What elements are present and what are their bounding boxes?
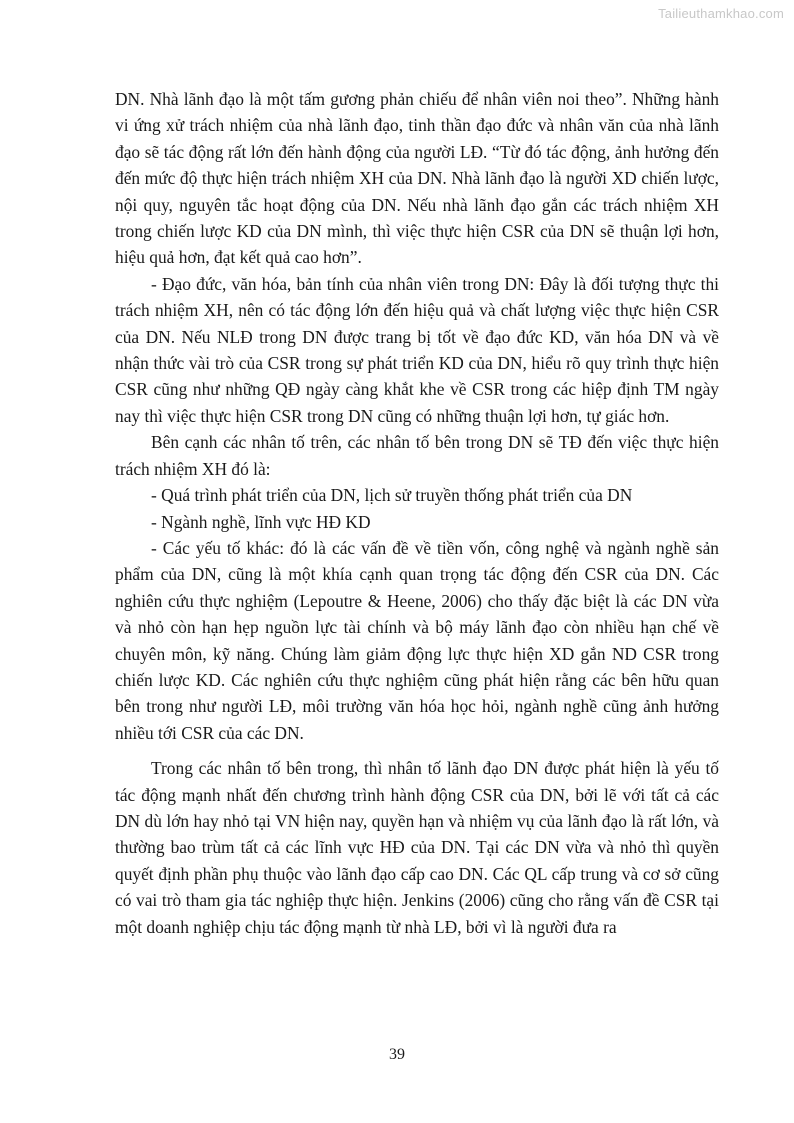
paragraph-employee-ethics: - Đạo đức, văn hóa, bản tính của nhân viên trong DN: Đây là đối tượng thực thi trách nhiệm XH, nên có tác động lớn đến hiệu quả và chất lượng việc thực hiện CSR của DN. Nếu NLĐ trong DN được trang bị tốt về đạo đức KD, văn hóa DN và về nhận thức vài trò của CSR trong sự phát triển KD của DN, hiểu rõ quy trình thực hiện CSR cũng như những QĐ ngày càng khắt khe về CSR trong các hiệp định TM ngày nay thì việc thực hiện CSR trong DN cũng có những thuận lợi hơn, tự giác hơn. — [115, 273, 719, 426]
watermark-text: Tailieuthamkhao.com — [658, 6, 784, 21]
list-item-development-history: - Quá trình phát triển của DN, lịch sử truyền thống phát triển của DN — [151, 485, 633, 506]
paragraph-leader-role: DN. Nhà lãnh đạo là một tấm gương phản chiếu để nhân viên noi theo”. Những hành vi ứng xử trách nhiệm của nhà lãnh đạo, tinh thần đạo đức và nhân văn của nhà lãnh đạo sẽ tác động rất lớn đến hành động của người LĐ. “Từ đó tác động, ảnh hưởng đến đến mức độ thực hiện trách nhiệm XH của DN. Nhà lãnh đạo là người XD chiến lược, nội quy, nguyên tắc hoạt động của DN. Nếu nhà lãnh đạo gắn các trách nhiệm XH trong chiến lược KD của DN mình, thì việc thực hiện CSR của DN sẽ thuận lợi hơn, hiệu quả hơn, đạt kết quả cao hơn”. — [115, 89, 719, 268]
list-item-other-factors: - Các yếu tố khác: đó là các vấn đề về tiền vốn, công nghệ và ngành nghề sản phẩm của DN, cũng là một khía cạnh quan trọng tác động đến CSR của DN. Các nghiên cứu thực nghiệm (Lepoutre & Heene, 2006) cho thấy đặc biệt là các DN vừa và nhỏ còn hạn hẹp nguồn lực tài chính và bộ máy lãnh đạo còn nhiều hạn chế về chuyên môn, kỹ năng. Chúng làm giảm động lực thực hiện XD gắn ND CSR trong chiến lược KD. Các nghiên cứu thực nghiệm cũng phát hiện rằng các bên hữu quan bên trong như người LĐ, môi trường văn hóa học hỏi, ngành nghề cũng ảnh hưởng nhiều tới CSR của các DN. — [115, 537, 719, 743]
document-body — [115, 86, 719, 940]
paragraph-leadership-factor: Trong các nhân tố bên trong, thì nhân tố lãnh đạo DN được phát hiện là yếu tố tác động mạnh nhất đến chương trình hành động CSR của DN, bởi lẽ với tất cả các DN dù lớn hay nhỏ tại VN hiện nay, quyền hạn và nhiệm vụ của lãnh đạo là rất lớn, và thường bao trùm tất cả các lĩnh vực HĐ của DN. Tại các DN vừa và nhỏ thì quyền quyết định phần phụ thuộc vào lãnh đạo cấp cao DN. Các QL cấp trung và cơ sở cũng có vai trò tham gia tác nghiệp thực hiện. Jenkins (2006) cũng cho rằng vấn đề CSR tại một doanh nghiệp chịu tác động mạnh từ nhà LĐ, bởi vì là người đưa ra — [115, 758, 719, 937]
page-number: 39 — [389, 1046, 405, 1063]
paragraph-internal-factors-intro: Bên cạnh các nhân tố trên, các nhân tố bên trong DN sẽ TĐ đến việc thực hiện trách nhiệm XH đó là: — [115, 432, 719, 479]
list-item-business-sector: - Ngành nghề, lĩnh vực HĐ KD — [151, 511, 371, 532]
